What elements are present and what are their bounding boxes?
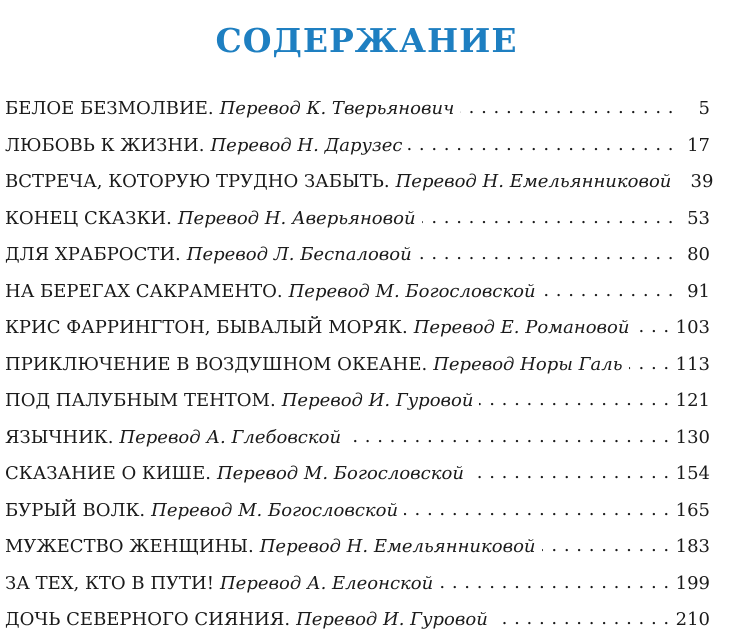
toc-entry-translator: Перевод Е. Романовой — [413, 317, 630, 338]
toc-entry-page-number: 91 — [687, 280, 710, 302]
toc-entry-translator: Перевод Н. Дарузес — [210, 134, 403, 156]
toc-entry-title: СКАЗАНИЕ О КИШЕ. — [5, 463, 211, 484]
toc-entry-title: КОНЕЦ СКАЗКИ. — [5, 207, 172, 229]
dot-leader — [494, 607, 670, 625]
toc-entry-title: БЕЛОЕ БЕЗМОЛВИЕ. — [5, 98, 214, 119]
toc-entry-title: ПОД ПАЛУБНЫМ ТЕНТОМ. — [5, 390, 276, 411]
toc-entry-page-number: 199 — [675, 572, 710, 594]
dot-leader — [439, 571, 669, 589]
dot-leader — [542, 279, 674, 297]
toc-entry-translator: Перевод Н. Емельянниковой — [259, 536, 536, 557]
toc-entry-title: ВСТРЕЧА, КОТОРУЮ ТРУДНО ЗАБЫТЬ. — [5, 171, 390, 192]
table-of-contents — [5, 91, 714, 639]
toc-entry-translator: Перевод Норы Галь — [433, 353, 623, 375]
dot-leader — [404, 498, 670, 516]
toc-entry-translator: Перевод К. Тверьянович — [219, 98, 455, 119]
toc-entry[interactable] — [5, 237, 710, 274]
toc-entry-translator: Перевод И. Гуровой — [281, 390, 474, 411]
toc-entry-page-number: 103 — [675, 317, 710, 338]
dot-leader — [629, 352, 670, 370]
toc-entry[interactable] — [5, 493, 710, 530]
toc-entry-title: ЗА ТЕХ, КТО В ПУТИ! — [5, 572, 214, 594]
dot-leader — [422, 206, 674, 224]
toc-entry-page-number: 165 — [675, 499, 710, 521]
dot-leader — [418, 242, 674, 260]
toc-entry[interactable] — [5, 529, 710, 566]
toc-entry-title: ЯЗЫЧНИК. — [5, 426, 114, 448]
toc-entry-page-number: 210 — [675, 609, 710, 630]
dot-leader — [635, 315, 669, 333]
toc-entry[interactable] — [5, 566, 710, 603]
toc-entry[interactable] — [5, 383, 710, 420]
toc-entry-title: КРИС ФАРРИНГТОН, БЫВАЛЫЙ МОРЯК. — [5, 317, 408, 338]
dot-leader — [470, 461, 670, 479]
toc-entry-title: БУРЫЙ ВОЛК. — [5, 499, 146, 521]
toc-entry-translator: Перевод И. Гуровой — [296, 609, 488, 630]
toc-entry[interactable] — [5, 310, 710, 347]
toc-entry-translator: Перевод М. Богословской — [151, 499, 399, 521]
toc-entry-title: МУЖЕСТВО ЖЕНЩИНЫ. — [5, 536, 254, 557]
toc-entry[interactable] — [5, 347, 710, 384]
page-title: СОДЕРЖАНИЕ — [215, 21, 518, 61]
dot-leader — [479, 388, 669, 406]
toc-entry-translator: Перевод М. Богословской — [216, 463, 464, 484]
toc-entry[interactable] — [5, 91, 710, 128]
toc-entry[interactable] — [5, 201, 710, 238]
toc-entry[interactable] — [5, 420, 710, 457]
toc-entry[interactable] — [5, 602, 710, 639]
toc-entry-translator: Перевод М. Богословской — [288, 280, 536, 302]
toc-entry[interactable] — [5, 274, 710, 311]
toc-entry-translator: Перевод Н. Емельянниковой — [395, 171, 672, 192]
dot-leader — [542, 534, 670, 552]
dot-leader — [347, 425, 670, 443]
toc-entry-translator: Перевод Л. Беспаловой — [186, 244, 412, 265]
toc-entry-page-number: 113 — [675, 353, 710, 375]
toc-entry-title: ДЛЯ ХРАБРОСТИ. — [5, 244, 181, 265]
toc-entry-title: ДОЧЬ СЕВЕРНОГО СИЯНИЯ. — [5, 609, 291, 630]
toc-entry[interactable] — [5, 128, 710, 165]
toc-entry-page-number: 154 — [675, 463, 710, 484]
toc-entry-translator: Перевод А. Глебовской — [119, 426, 342, 448]
toc-entry-page-number: 17 — [687, 134, 710, 156]
toc-entry-page-number: 5 — [698, 98, 710, 119]
toc-entry[interactable] — [5, 456, 710, 493]
toc-entry-translator: Перевод А. Елеонской — [219, 572, 434, 594]
toc-entry-page-number: 39 — [690, 171, 714, 192]
toc-entry-page-number: 130 — [675, 426, 710, 448]
dot-leader — [408, 133, 674, 151]
toc-entry-title: ПРИКЛЮЧЕНИЕ В ВОЗДУШНОМ ОКЕАНЕ. — [5, 353, 428, 375]
toc-entry-title: ЛЮБОВЬ К ЖИЗНИ. — [5, 134, 205, 156]
toc-entry[interactable] — [5, 164, 714, 201]
toc-entry-page-number: 183 — [675, 536, 710, 557]
toc-entry-page-number: 53 — [687, 207, 710, 229]
dot-leader — [460, 96, 674, 114]
toc-entry-translator: Перевод Н. Аверьяновой — [177, 207, 416, 229]
toc-entry-page-number: 80 — [687, 244, 710, 265]
toc-entry-title: НА БЕРЕГАХ САКРАМЕНТО. — [5, 280, 283, 302]
toc-entry-page-number: 121 — [675, 390, 710, 411]
